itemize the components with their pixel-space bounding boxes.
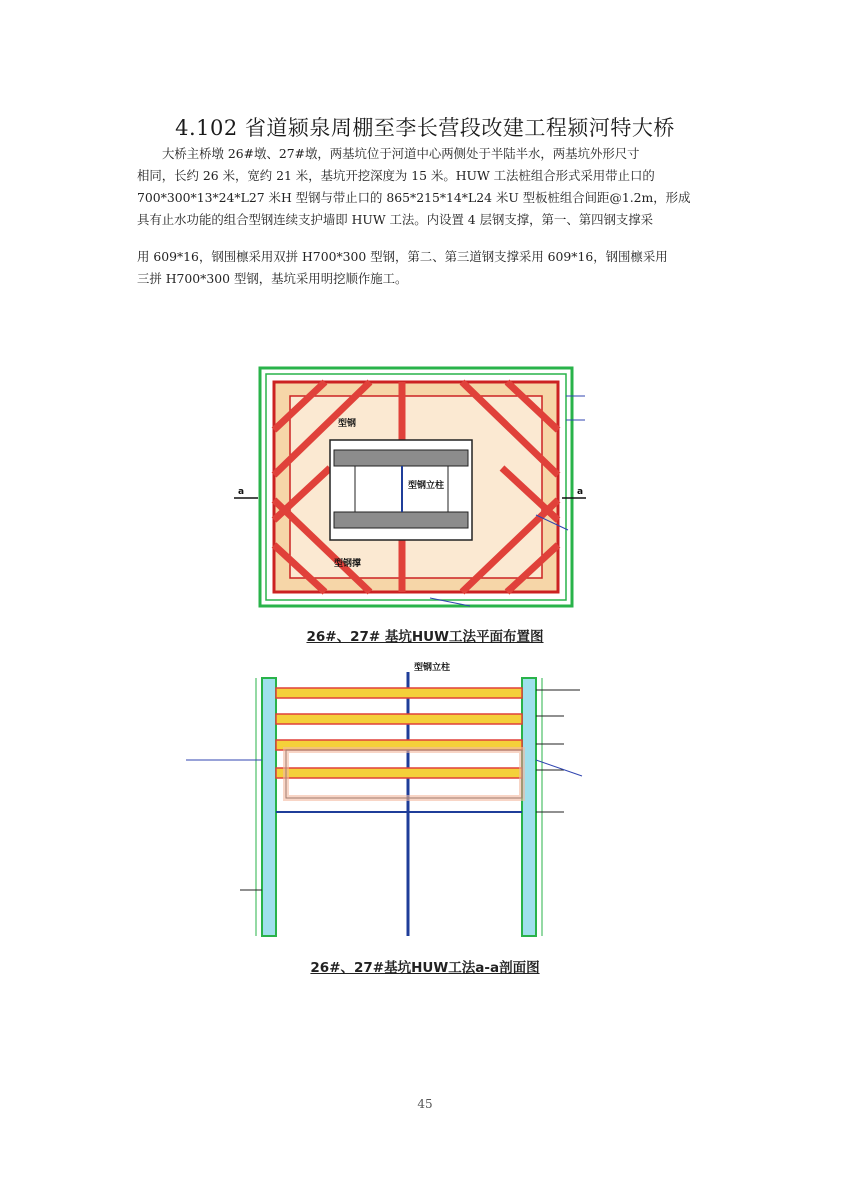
paragraph-line: 用 609*16，钢围檩采用双拼 H700*300 型钢，第二、第三道钢支撑采用 609*16，钢围檩采用 — [137, 249, 668, 264]
strut-label-bottom: 型钢撑 — [334, 559, 362, 569]
strut-label-top: 型钢 — [338, 419, 357, 429]
paragraph-line: 三拼 H700*300 型钢，基坑采用明挖顺作施工。 — [137, 271, 408, 286]
paragraph-line: 具有止水功能的组合型钢连续支护墙即 HUW 工法。内设置 4 层钢支撑，第一、第四钢支撑采 — [137, 212, 654, 227]
left-wall — [262, 678, 276, 936]
column-label: 型钢立柱 — [408, 481, 445, 491]
figure-caption-section: 26#、27#基坑HUW工法a-a剖面图 — [310, 960, 540, 976]
section-mark-right: a — [577, 487, 584, 497]
page-number: 45 — [417, 1097, 433, 1111]
paragraph-line: 相同，长约 26 米，宽约 21 米，基坑开挖深度为 15 米。HUW 工法桩组合形式采用带止口的 — [137, 168, 655, 183]
right-wall — [522, 678, 536, 936]
plan-layout-drawing — [230, 360, 590, 620]
column-label: 型钢立柱 — [414, 663, 451, 673]
section-mark-left: a — [238, 487, 245, 497]
figure-caption-plan: 26#、27# 基坑HUW工法平面布置图 — [306, 629, 544, 645]
paragraph-line: 700*300*13*24*L27 米H 型钢与带止口的 865*215*14*L24 米U 型板桩组合间距@1.2m，形成 — [137, 190, 691, 205]
page-title: 4.102 省道颍泉周棚至李长营段改建工程颍河特大桥 — [175, 116, 675, 140]
paragraph-line: 大桥主桥墩 26#墩、27#墩，两基坑位于河道中心两侧处于半陆半水，两基坑外形尺寸 — [162, 146, 640, 161]
body-paragraph — [137, 143, 722, 231]
body-paragraph-continued — [137, 246, 722, 290]
section-drawing — [180, 660, 640, 940]
